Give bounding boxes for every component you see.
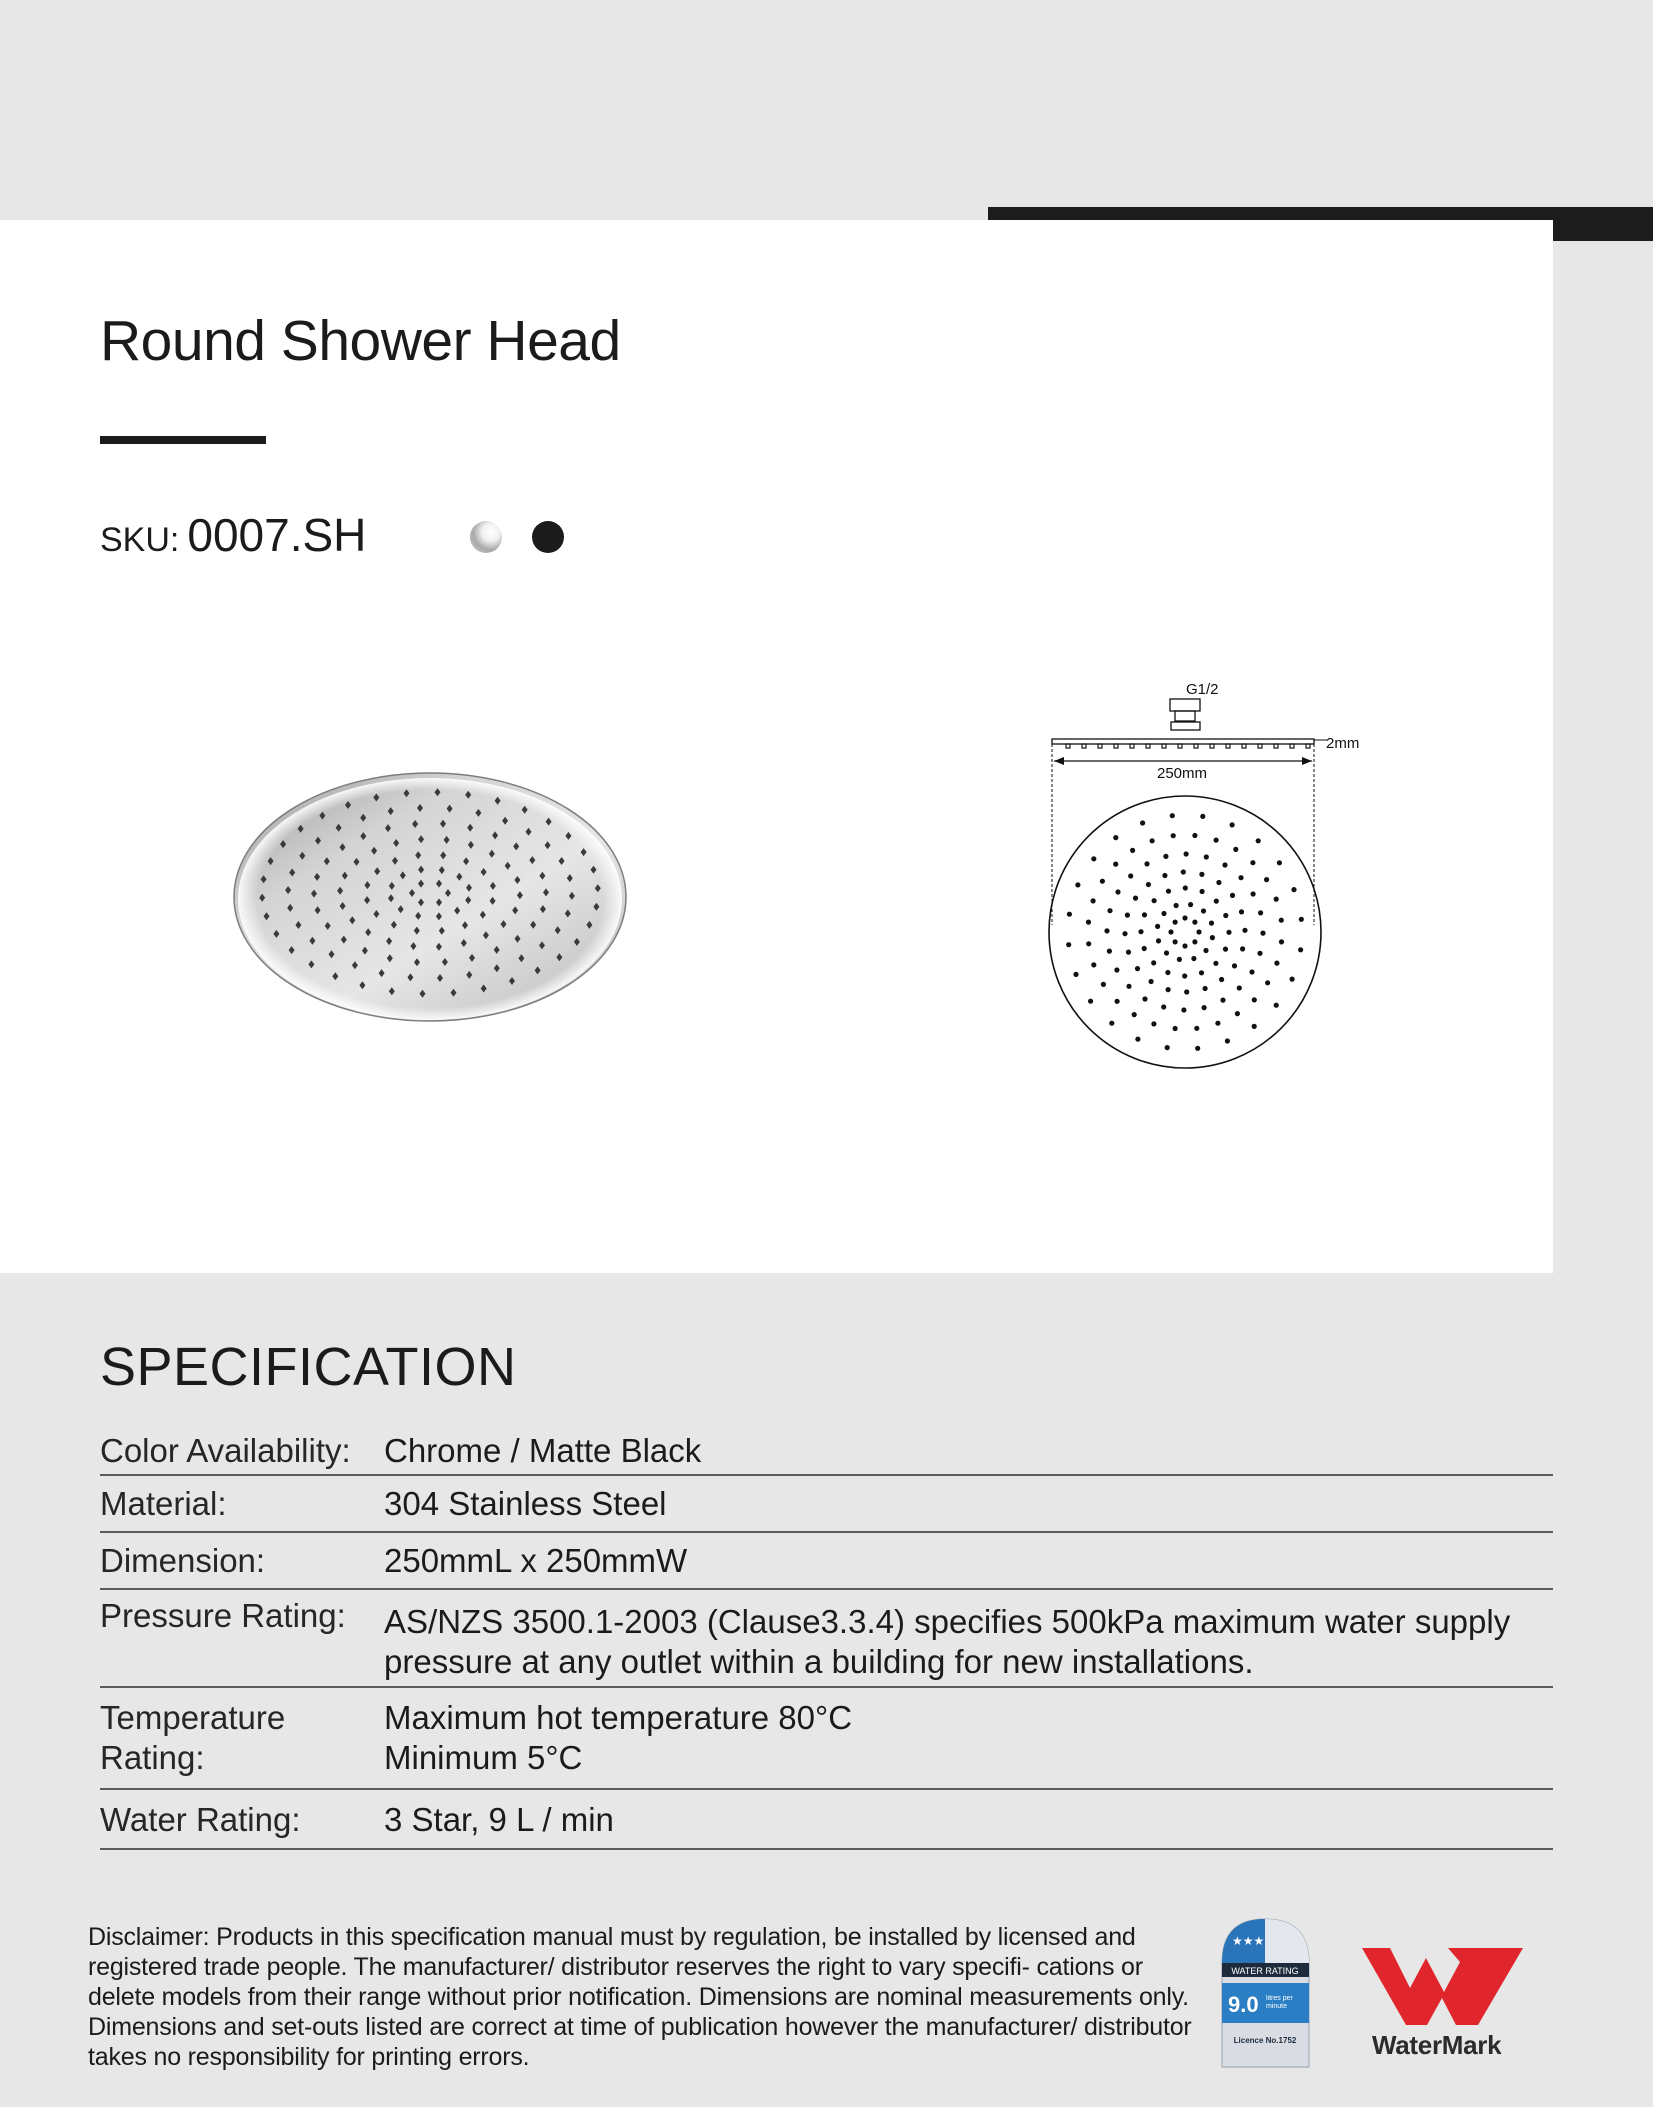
nozzle-hole <box>1144 861 1149 866</box>
nozzle-hole <box>1195 1046 1200 1051</box>
face-nozzle-holes <box>1066 813 1304 1051</box>
nozzle-hole <box>1140 820 1145 825</box>
nozzle-hole <box>1142 996 1147 1001</box>
spec-value: Chrome / Matte Black <box>384 1432 702 1469</box>
nozzle-hole <box>1182 943 1187 948</box>
diameter-label: 250mm <box>1157 765 1208 782</box>
svg-text:★★★: ★★★ <box>1232 1934 1265 1948</box>
spec-value <box>384 1698 852 1778</box>
spec-value: 250mmL x 250mmW <box>384 1542 688 1579</box>
nozzle-hole <box>1203 986 1208 991</box>
nozzle-hole <box>1225 1038 1230 1043</box>
sku-value: 0007.SH <box>187 509 367 561</box>
nozzle-hole <box>1091 898 1096 903</box>
nozzle-hole <box>1233 847 1238 852</box>
nozzle-hole <box>1091 856 1096 861</box>
side-nozzle <box>1290 744 1294 748</box>
spec-value: 304 Stainless Steel <box>384 1485 667 1522</box>
nozzle-hole <box>1251 891 1256 896</box>
nozzle-hole <box>1237 985 1242 990</box>
spec-row-color <box>100 1425 1553 1476</box>
nozzle-hole <box>1299 917 1304 922</box>
nozzle-hole <box>1150 838 1155 843</box>
nozzle-hole <box>1163 854 1168 859</box>
nozzle-hole <box>1192 939 1197 944</box>
side-nozzle <box>1274 744 1278 748</box>
watermark-logo <box>1360 1940 1525 2035</box>
nozzle-hole <box>1126 984 1131 989</box>
nozzle-hole <box>1165 1045 1170 1050</box>
nozzle-hole <box>1109 1021 1114 1026</box>
nozzle-hole <box>1223 947 1228 952</box>
nozzle-hole <box>1239 909 1244 914</box>
nozzle-hole <box>1238 875 1243 880</box>
thickness-label: 2mm <box>1326 735 1360 752</box>
nozzle-hole <box>1209 921 1214 926</box>
nozzle-hole <box>1101 982 1106 987</box>
nozzle-hole <box>1252 1024 1257 1029</box>
specification-heading: SPECIFICATION <box>100 1337 517 1397</box>
nozzle-hole <box>1249 969 1254 974</box>
nozzle-hole <box>1196 929 1201 934</box>
spec-row-dimension <box>100 1533 1553 1590</box>
nozzle-hole <box>1130 848 1135 853</box>
nozzle-hole <box>1165 970 1170 975</box>
nozzle-hole <box>1086 941 1091 946</box>
nozzle-hole <box>1100 879 1105 884</box>
spec-value-line: Minimum 5°C <box>384 1739 583 1776</box>
nozzle-hole <box>1226 930 1231 935</box>
side-nozzle <box>1066 744 1070 748</box>
nozzle-hole <box>1133 896 1138 901</box>
nozzle-hole <box>1156 938 1161 943</box>
nozzle-hole <box>1199 970 1204 975</box>
nozzle-hole <box>1250 860 1255 865</box>
nozzle-hole <box>1113 862 1118 867</box>
nozzle-hole <box>1257 951 1262 956</box>
side-nozzle <box>1130 744 1134 748</box>
nozzle-hole <box>1298 947 1303 952</box>
nozzle-hole <box>1232 963 1237 968</box>
nozzle-hole <box>1161 911 1166 916</box>
spec-label: Water Rating: <box>100 1801 301 1838</box>
nozzle-hole <box>1107 908 1112 913</box>
side-nozzle <box>1210 744 1214 748</box>
nozzle-hole <box>1162 873 1167 878</box>
nozzle-hole <box>1256 838 1261 843</box>
nozzle-hole <box>1203 948 1208 953</box>
licence-number: Licence No.1752 <box>1233 2036 1297 2045</box>
nozzle-hole <box>1279 918 1284 923</box>
side-nozzle <box>1098 744 1102 748</box>
nozzle-hole <box>1183 885 1188 890</box>
nozzle-hole <box>1192 833 1197 838</box>
nozzle-hole <box>1274 1003 1279 1008</box>
nozzle-hole <box>1188 902 1193 907</box>
nozzle-hole <box>1220 998 1225 1003</box>
water-rating-badge <box>1218 1915 1313 2070</box>
spec-value: 3 Star, 9 L / min <box>384 1801 614 1838</box>
nozzle-hole <box>1125 913 1130 918</box>
nozzle-hole <box>1115 999 1120 1004</box>
nozzle-hole <box>1173 1026 1178 1031</box>
technical-drawing <box>1030 670 1390 1080</box>
sku-line <box>100 508 366 562</box>
nozzle-hole <box>1215 1021 1220 1026</box>
disclaimer-text: Disclaimer: Products in this specification manual must by regulation, be installed by licensed and registered trade people. The manufacturer/ distributor reserves the right to vary specifi- cations or delete models from their range without prior notification. Dimensions are nominal measurements only. Dimensions and set-outs listed are correct at time of publication however the manufacturer/ distributor takes no responsibility for printing errors. <box>88 1923 1192 2071</box>
nozzle-hole <box>1265 980 1270 985</box>
nozzle-hole <box>1258 910 1263 915</box>
nozzle-hole <box>1181 869 1186 874</box>
nozzle-hole <box>1184 989 1189 994</box>
nozzle-hole <box>1146 882 1151 887</box>
nozzle-hole <box>1166 889 1171 894</box>
nozzle-hole <box>1264 877 1269 882</box>
nozzle-hole <box>1240 946 1245 951</box>
side-nozzle <box>1162 744 1166 748</box>
nozzle-hole <box>1155 924 1160 929</box>
side-nozzle <box>1178 744 1182 748</box>
water-rating-value: 9.0 <box>1228 1992 1259 2017</box>
inlet-size-label: G1/2 <box>1186 681 1219 698</box>
nozzle-hole <box>1274 961 1279 966</box>
side-nozzle <box>1226 744 1230 748</box>
nozzle-hole <box>1168 929 1173 934</box>
nozzle-hole <box>1222 862 1227 867</box>
page-title: Round Shower Head <box>100 309 621 373</box>
spec-label: Material: <box>100 1485 227 1522</box>
nozzle-hole <box>1122 931 1127 936</box>
nozzle-hole <box>1170 813 1175 818</box>
nozzle-hole <box>1260 931 1265 936</box>
nozzle-hole <box>1088 999 1093 1004</box>
nozzle-hole <box>1166 987 1171 992</box>
nozzle-hole <box>1126 950 1131 955</box>
nozzle-hole <box>1132 1012 1137 1017</box>
nozzle-hole <box>1214 899 1219 904</box>
nozzle-hole <box>1223 913 1228 918</box>
nozzle-hole <box>1277 860 1282 865</box>
nozzle-hole <box>1142 946 1147 951</box>
side-nozzle <box>1114 744 1118 748</box>
nozzle-hole <box>1290 977 1295 982</box>
nozzle-hole <box>1107 949 1112 954</box>
nozzle-hole <box>1161 1004 1166 1009</box>
header-band <box>0 0 1653 220</box>
nozzle-hole <box>1138 929 1143 934</box>
nozzle-hole <box>1279 939 1284 944</box>
watermark-label: WaterMark <box>1372 2030 1502 2060</box>
nozzle-hole <box>1199 872 1204 877</box>
nozzle-hole <box>1214 838 1219 843</box>
chrome-finish-swatch[interactable] <box>470 521 502 553</box>
spec-value-line: Maximum hot temperature 80°C <box>384 1699 853 1736</box>
nozzle-hole <box>1128 873 1133 878</box>
side-nozzle <box>1306 744 1310 748</box>
spec-row-water-rating <box>100 1790 1553 1850</box>
nozzle-hole <box>1152 898 1157 903</box>
nozzle-hole <box>1194 1026 1199 1031</box>
nozzle-hole <box>1135 966 1140 971</box>
nozzle-hole <box>1115 889 1120 894</box>
spec-value: AS/NZS 3500.1-2003 (Clause3.3.4) specifies 500kPa maximum water supply pressure at any outlet within a building for new installations. <box>384 1603 1511 1680</box>
nozzle-hole <box>1200 814 1205 819</box>
nozzle-hole <box>1114 967 1119 972</box>
spec-row-material <box>100 1476 1553 1533</box>
nozzle-hole <box>1274 897 1279 902</box>
nozzle-hole <box>1075 882 1080 887</box>
nozzle-hole <box>1210 935 1215 940</box>
water-rating-unit: litres per minute <box>1266 1995 1293 2010</box>
nozzle-hole <box>1151 960 1156 965</box>
spec-label: Dimension: <box>100 1542 266 1579</box>
side-nozzle <box>1146 744 1150 748</box>
nozzle-hole <box>1204 854 1209 859</box>
nozzle-hole <box>1142 912 1147 917</box>
nozzle-hole <box>1235 1011 1240 1016</box>
side-nozzle <box>1242 744 1246 748</box>
nozzle-hole <box>1073 972 1078 977</box>
nozzle-hole <box>1067 912 1072 917</box>
water-rating-title: WATER RATING <box>1231 1966 1299 1976</box>
nozzle-hole <box>1200 889 1205 894</box>
side-nozzle <box>1258 744 1262 748</box>
nozzle-hole <box>1149 979 1154 984</box>
nozzle-hole <box>1177 957 1182 962</box>
title-underline <box>100 436 266 444</box>
sku-label: SKU: <box>100 521 180 559</box>
specification-table <box>100 1425 1553 1850</box>
shower-face-outline <box>1049 796 1321 1068</box>
nozzle-hole <box>1202 1005 1207 1010</box>
product-photo <box>230 765 630 1025</box>
nozzle-hole <box>1191 956 1196 961</box>
nozzle-hole <box>1182 973 1187 978</box>
nozzle-hole <box>1181 1007 1186 1012</box>
spec-label: Color Availability: <box>100 1432 351 1469</box>
nozzle-hole <box>1173 920 1178 925</box>
nozzle-hole <box>1184 851 1189 856</box>
nozzle-hole <box>1219 977 1224 982</box>
nozzle-hole <box>1230 893 1235 898</box>
nozzle-hole <box>1174 903 1179 908</box>
nozzle-hole <box>1151 1021 1156 1026</box>
nozzle-hole <box>1091 962 1096 967</box>
nozzle-hole <box>1201 908 1206 913</box>
nozzle-hole <box>1230 822 1235 827</box>
nozzle-hole <box>1242 928 1247 933</box>
spec-label: Temperature Rating: <box>100 1699 286 1776</box>
nozzle-hole <box>1192 920 1197 925</box>
nozzle-hole <box>1113 835 1118 840</box>
nozzle-hole <box>1173 939 1178 944</box>
matte-black-finish-swatch[interactable] <box>532 521 564 553</box>
spec-row-pressure <box>100 1590 1553 1688</box>
nozzle-hole <box>1104 928 1109 933</box>
nozzle-hole <box>1086 920 1091 925</box>
nozzle-hole <box>1171 833 1176 838</box>
spec-row-temperature <box>100 1688 1553 1790</box>
side-nozzle <box>1082 744 1086 748</box>
spec-label: Pressure Rating: <box>100 1597 346 1634</box>
nozzle-hole <box>1066 942 1071 947</box>
nozzle-hole <box>1216 880 1221 885</box>
nozzle-hole <box>1135 1037 1140 1042</box>
nozzle-hole <box>1291 887 1296 892</box>
nozzle-hole <box>1252 997 1257 1002</box>
nozzle-hole <box>1164 950 1169 955</box>
nozzle-hole <box>1182 915 1187 920</box>
nozzle-hole <box>1213 961 1218 966</box>
side-nozzle <box>1194 744 1198 748</box>
